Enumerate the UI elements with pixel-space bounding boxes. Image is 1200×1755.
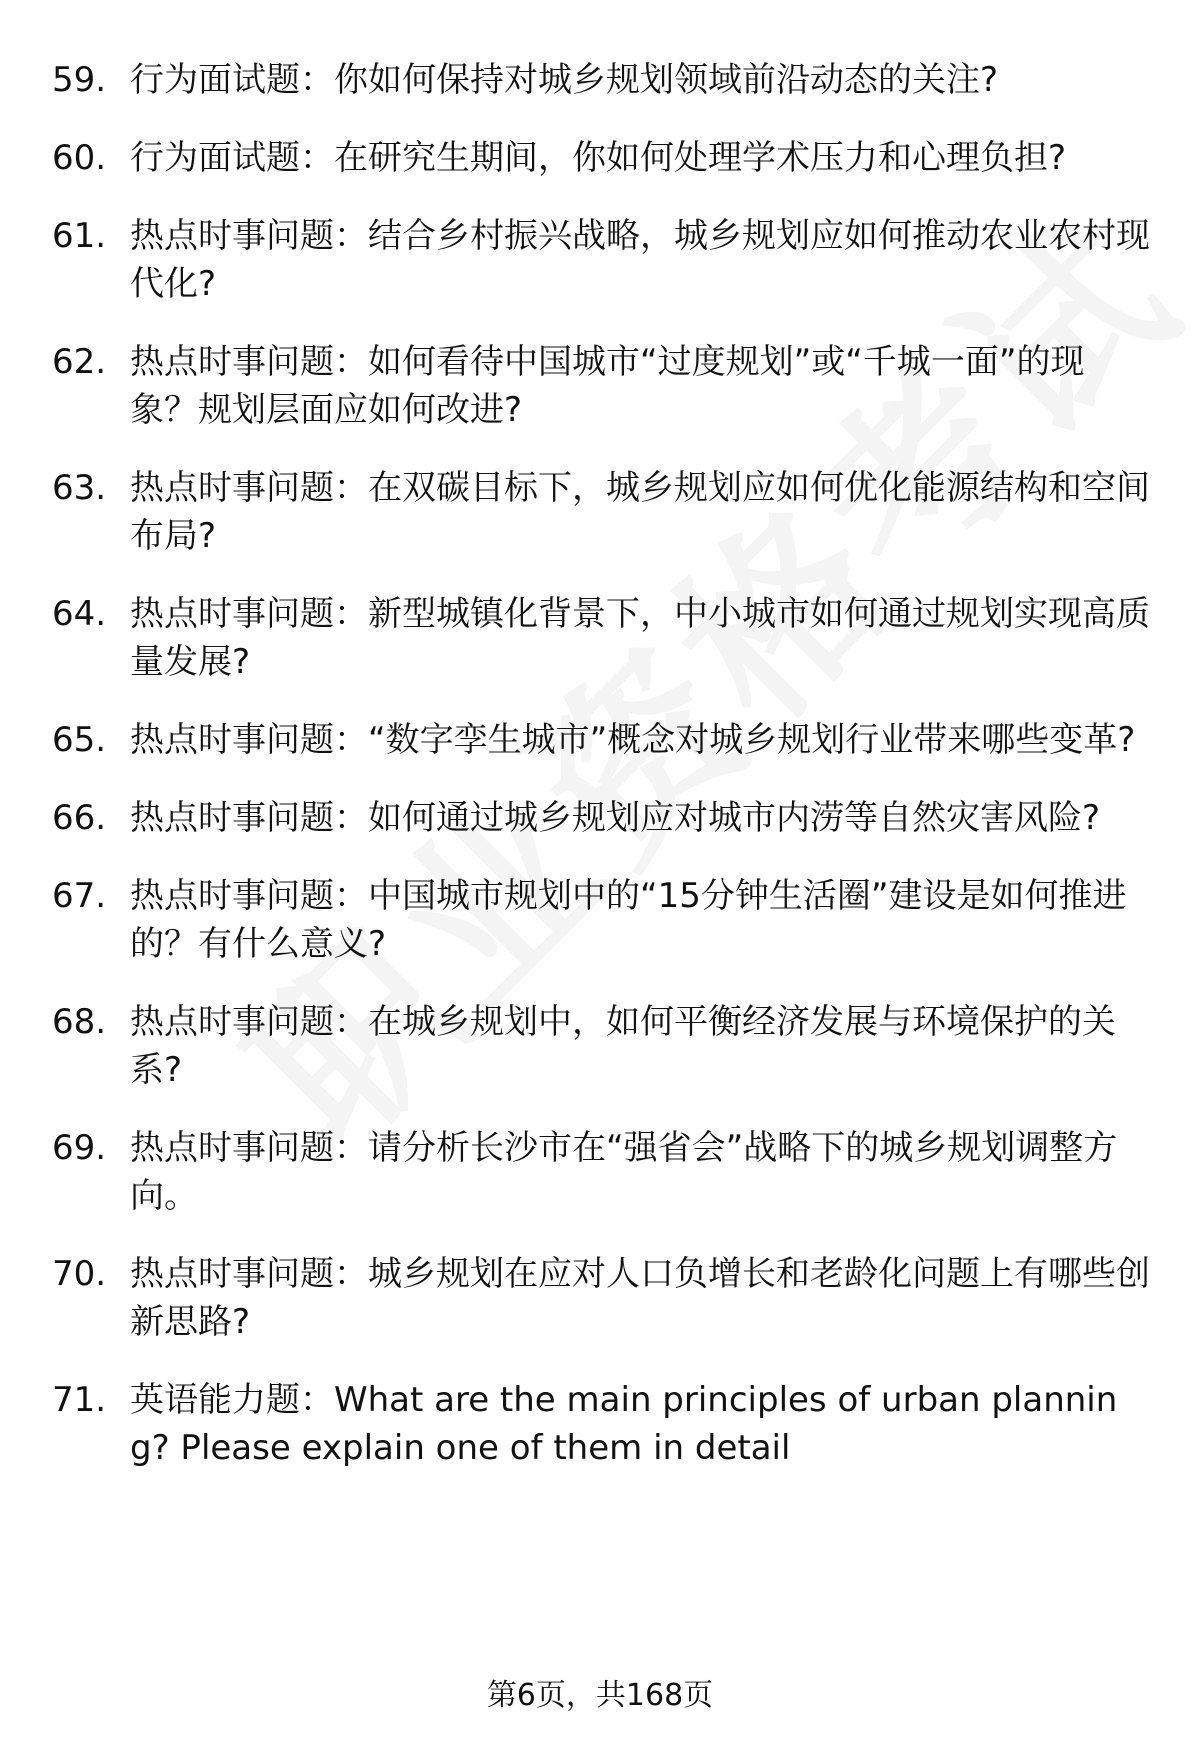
list-item bbox=[52, 1124, 1152, 1220]
question-number: 66. bbox=[52, 798, 107, 838]
question-number: 71. bbox=[52, 1380, 107, 1420]
question-text: 热点时事问题：新型城镇化背景下，中小城市如何通过规划实现高质量发展? bbox=[130, 594, 1150, 682]
list-item bbox=[52, 338, 1152, 434]
question-text: 热点时事问题：如何看待中国城市“过度规划”或“千城一面”的现象？规划层面应如何改进? bbox=[130, 342, 1085, 430]
question-number: 68. bbox=[52, 1002, 107, 1042]
question-text: 热点时事问题：在双碳目标下，城乡规划应如何优化能源结构和空间布局? bbox=[130, 468, 1150, 556]
list-item bbox=[52, 872, 1152, 968]
page-number-footer: 第6页，共168页 bbox=[486, 1678, 714, 1713]
list-item bbox=[52, 716, 1152, 764]
question-number: 64. bbox=[52, 594, 107, 634]
question-text: 行为面试题：你如何保持对城乡规划领域前沿动态的关注? bbox=[130, 60, 999, 100]
question-number: 65. bbox=[52, 720, 107, 760]
question-text: 热点时事问题：如何通过城乡规划应对城市内涝等自然灾害风险? bbox=[130, 798, 1101, 838]
question-text: 热点时事问题：结合乡村振兴战略，城乡规划应如何推动农业农村现代化? bbox=[130, 216, 1150, 304]
question-number: 63. bbox=[52, 468, 107, 508]
question-text: 热点时事问题：在城乡规划中，如何平衡经济发展与环境保护的关系? bbox=[130, 1002, 1116, 1090]
question-number: 67. bbox=[52, 876, 107, 916]
list-item bbox=[52, 1376, 1152, 1472]
question-number: 59. bbox=[52, 60, 107, 100]
question-text: 热点时事问题：城乡规划在应对人口负增长和老龄化问题上有哪些创新思路? bbox=[130, 1254, 1150, 1342]
question-number: 60. bbox=[52, 138, 107, 178]
list-item bbox=[52, 1250, 1152, 1346]
question-text: 热点时事问题：请分析长沙市在“强省会”战略下的城乡规划调整方向。 bbox=[130, 1128, 1118, 1216]
question-text: 行为面试题：在研究生期间，你如何处理学术压力和心理负担? bbox=[130, 138, 1067, 178]
question-list bbox=[52, 56, 1152, 1472]
question-number: 69. bbox=[52, 1128, 107, 1168]
list-item bbox=[52, 134, 1152, 182]
question-text: 热点时事问题：中国城市规划中的“15分钟生活圈”建设是如何推进的？有什么意义? bbox=[130, 876, 1127, 964]
question-number: 70. bbox=[52, 1254, 107, 1294]
list-item bbox=[52, 998, 1152, 1094]
list-item bbox=[52, 464, 1152, 560]
list-item bbox=[52, 794, 1152, 842]
list-item bbox=[52, 56, 1152, 104]
list-item bbox=[52, 212, 1152, 308]
question-text: 英语能力题：What are the main principles of urban planning? Please explain one of them in detail bbox=[130, 1380, 1118, 1468]
list-item bbox=[52, 590, 1152, 686]
question-text: 热点时事问题：“数字孪生城市”概念对城乡规划行业带来哪些变革? bbox=[130, 720, 1136, 760]
question-number: 61. bbox=[52, 216, 107, 256]
question-number: 62. bbox=[52, 342, 107, 382]
